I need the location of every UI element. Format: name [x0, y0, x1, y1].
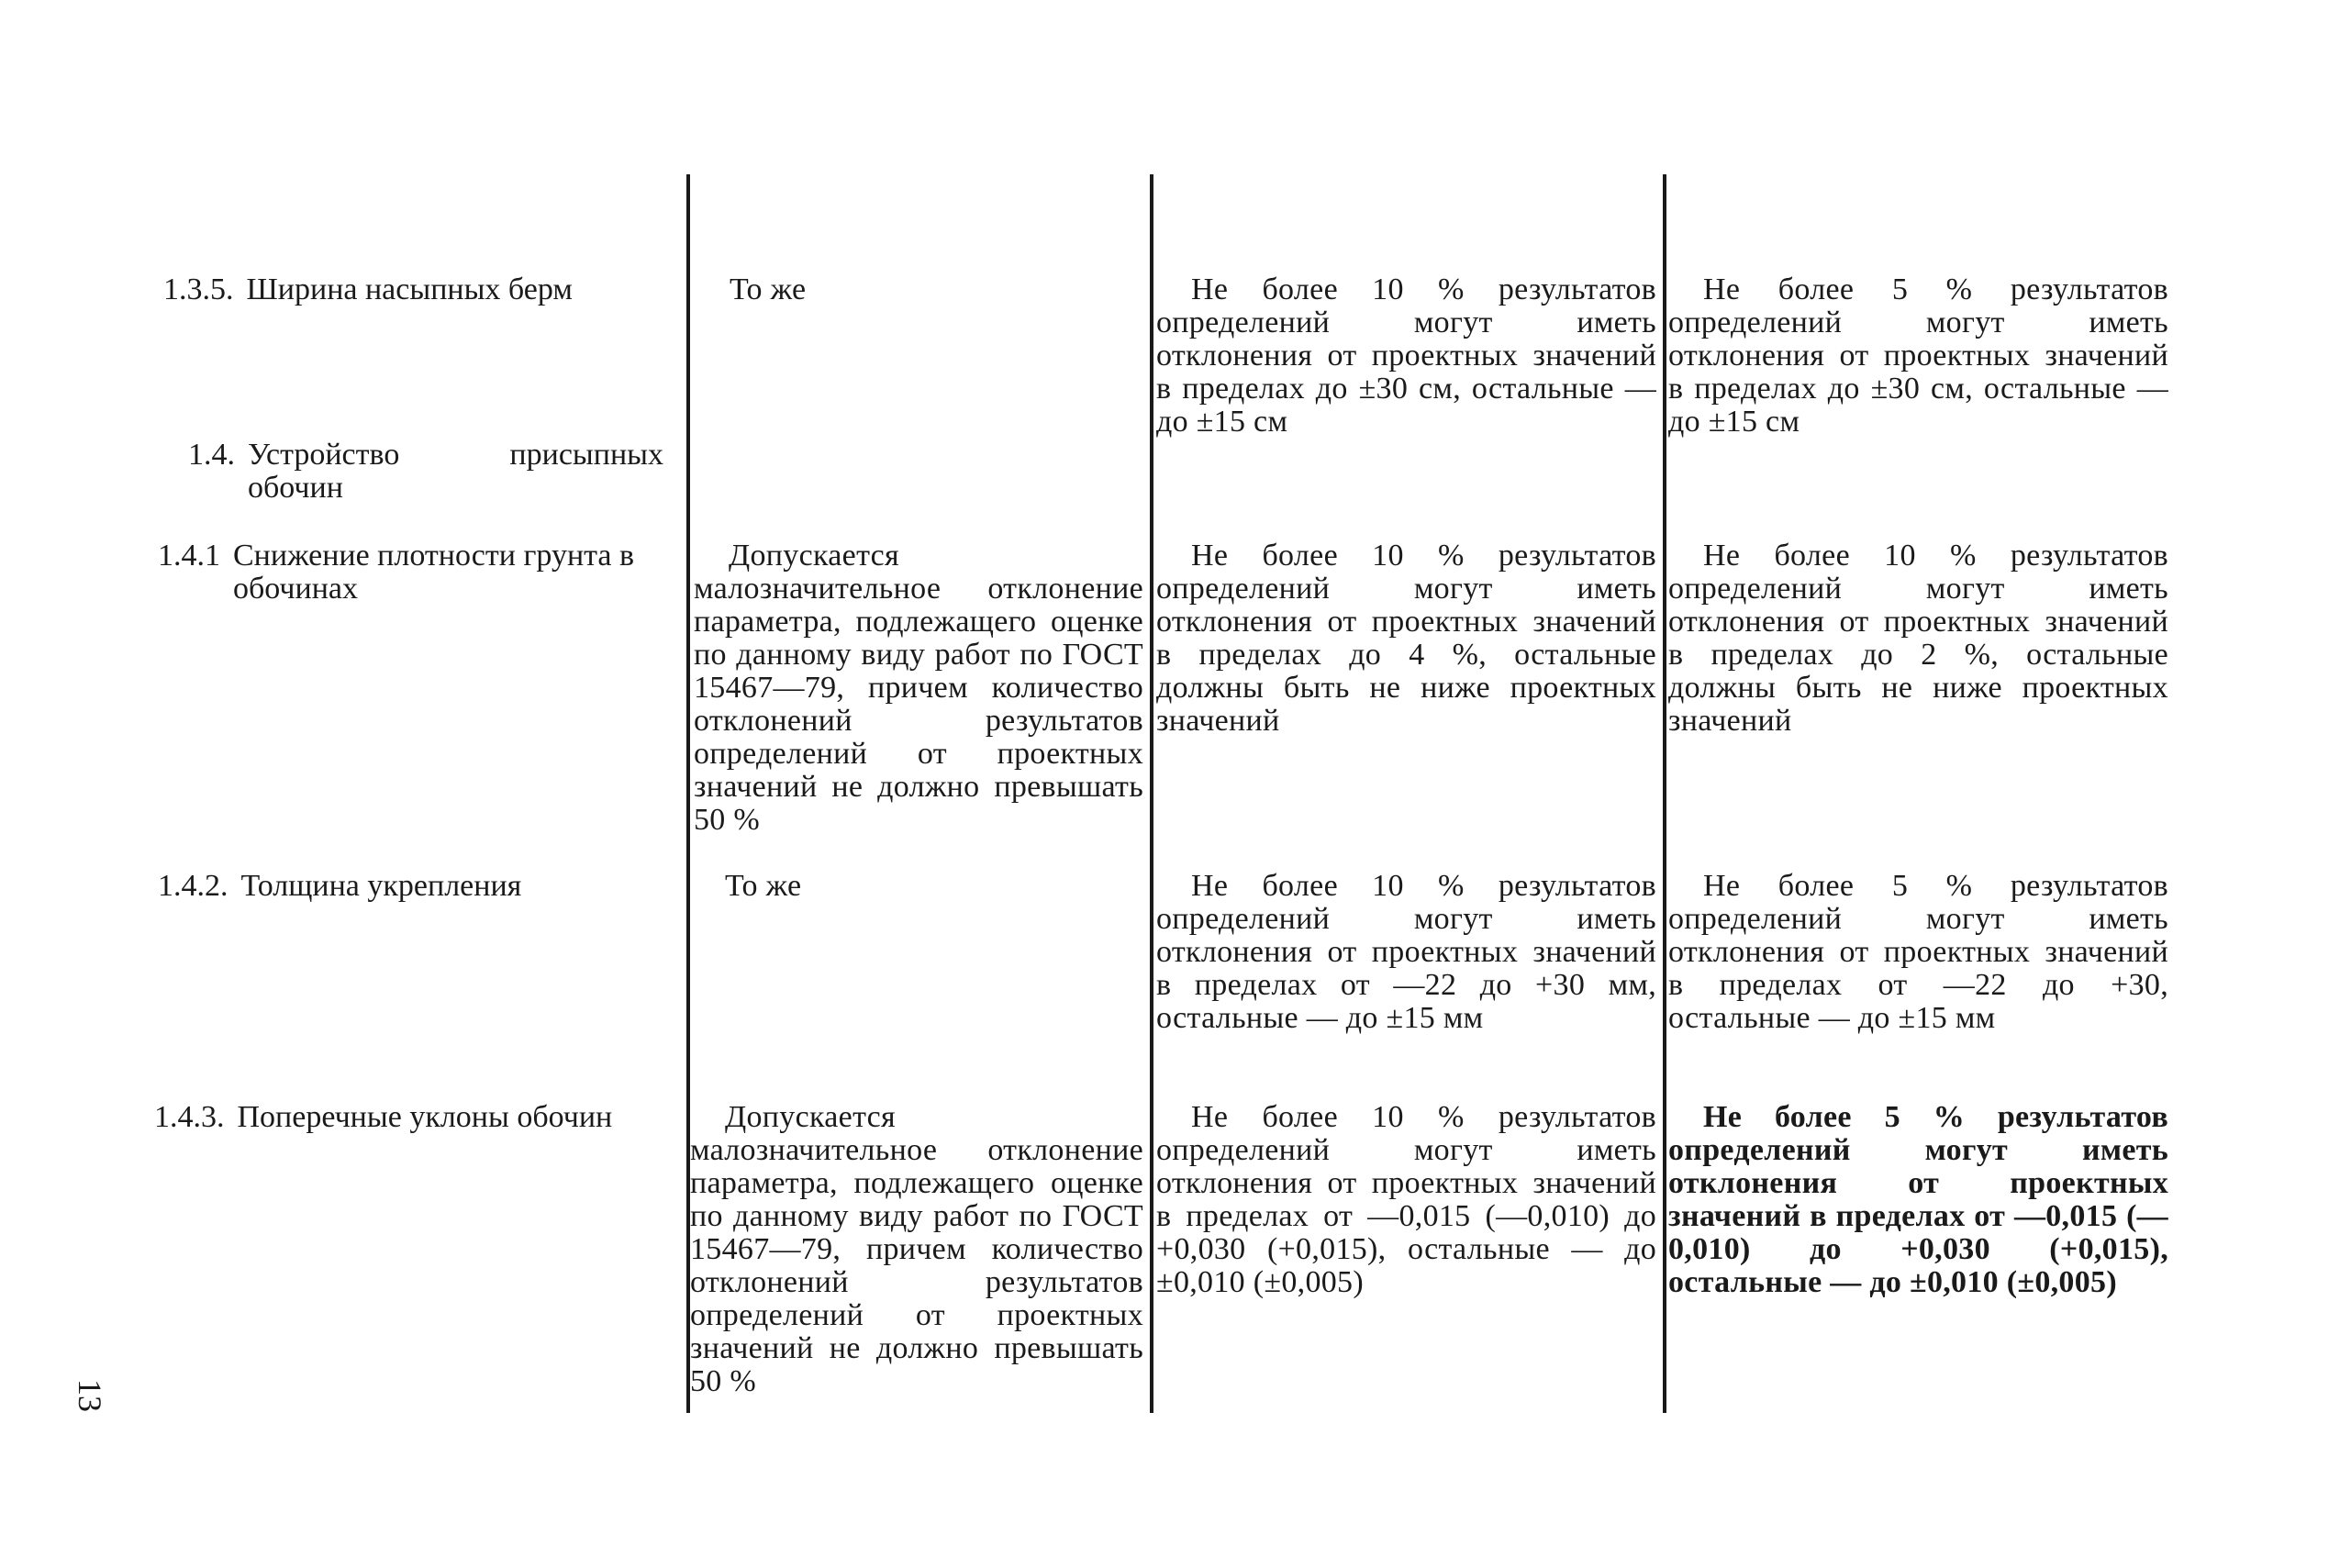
item-title: Поперечные уклоны обочин [237, 1100, 613, 1134]
column-divider-3 [1663, 174, 1666, 1413]
row-1-3-5-title [163, 273, 663, 306]
row-1-4-3-col4: Не более 5 % результатов определений могут иметь отклонения от проектных значений в пределах от —0,015 (—0,010) до +0,030 (+0,015), остальные — до ±0,010 (±0,005) [1668, 1100, 2168, 1299]
row-1-4-2-col2: То же [725, 869, 802, 903]
row-1-4-title [188, 439, 663, 505]
row-1-4-1-col4: Не более 10 % результатов определений могут иметь отклонения от проектных значений в пределах до 2 %, остальные должны быть не ниже проектных значений [1668, 539, 2168, 738]
item-title: Ширина насыпных берм [246, 272, 573, 306]
row-1-4-3-col2: Допускается малозначительное отклонение параметра, подлежащего оценке по данному виду работ по ГОСТ 15467—79, причем количество отклонений результатов определений от проектных значений не должно превышать 50 % [690, 1100, 1143, 1398]
item-number: 1.4. [188, 438, 235, 472]
row-1-4-1-title [158, 539, 667, 606]
row-1-3-5-col2: То же [730, 272, 807, 306]
item-number: 1.4.2. [158, 869, 228, 903]
item-title: Толщина укрепления [240, 869, 522, 903]
row-1-3-5-col3: Не более 10 % результатов определений могут иметь отклонения от проектных значений в пределах до ±30 см, остальные — до ±15 см [1156, 272, 1656, 439]
row-1-4-2-col3: Не более 10 % результатов определений могут иметь отклонения от проектных значений в пределах от —22 до +30 мм, остальные — до ±15 мм [1156, 869, 1656, 1035]
row-1-3-5-col4: Не более 5 % результатов определений могут иметь отклонения от проектных значений в пределах до ±30 см, остальные — до ±15 см [1668, 272, 2168, 439]
row-1-4-1-col3: Не более 10 % результатов определений могут иметь отклонения от проектных значений в пределах до 4 %, остальные должны быть не ниже проектных значений [1156, 539, 1656, 738]
item-number: 1.4.3. [154, 1100, 225, 1134]
row-1-4-3-col3: Не более 10 % результатов определений могут иметь отклонения от проектных значений в пределах от —0,015 (—0,010) до +0,030 (+0,015), остальные — до ±0,010 (±0,005) [1156, 1100, 1656, 1299]
row-1-4-3-title [154, 1101, 668, 1134]
row-1-4-2-title [158, 870, 667, 903]
row-1-4-2-col4: Не более 5 % результатов определений могут иметь отклонения от проектных значений в пределах от —22 до +30, остальные — до ±15 мм [1668, 869, 2168, 1035]
column-divider-2 [1150, 174, 1153, 1413]
item-number: 1.3.5. [163, 272, 234, 306]
item-number: 1.4.1 [158, 539, 220, 573]
page-number: 13 [72, 1379, 108, 1412]
item-title: Снижение плотности грунта в обочинах [233, 539, 635, 606]
item-title: Устройство присыпных обочин [248, 438, 663, 505]
row-1-4-1-col2: Допускается малозначительное отклонение параметра, подлежащего оценке по данному виду работ по ГОСТ 15467—79, причем количество отклонений результатов определений от проектных значений не должно превышать 50 % [694, 539, 1143, 837]
